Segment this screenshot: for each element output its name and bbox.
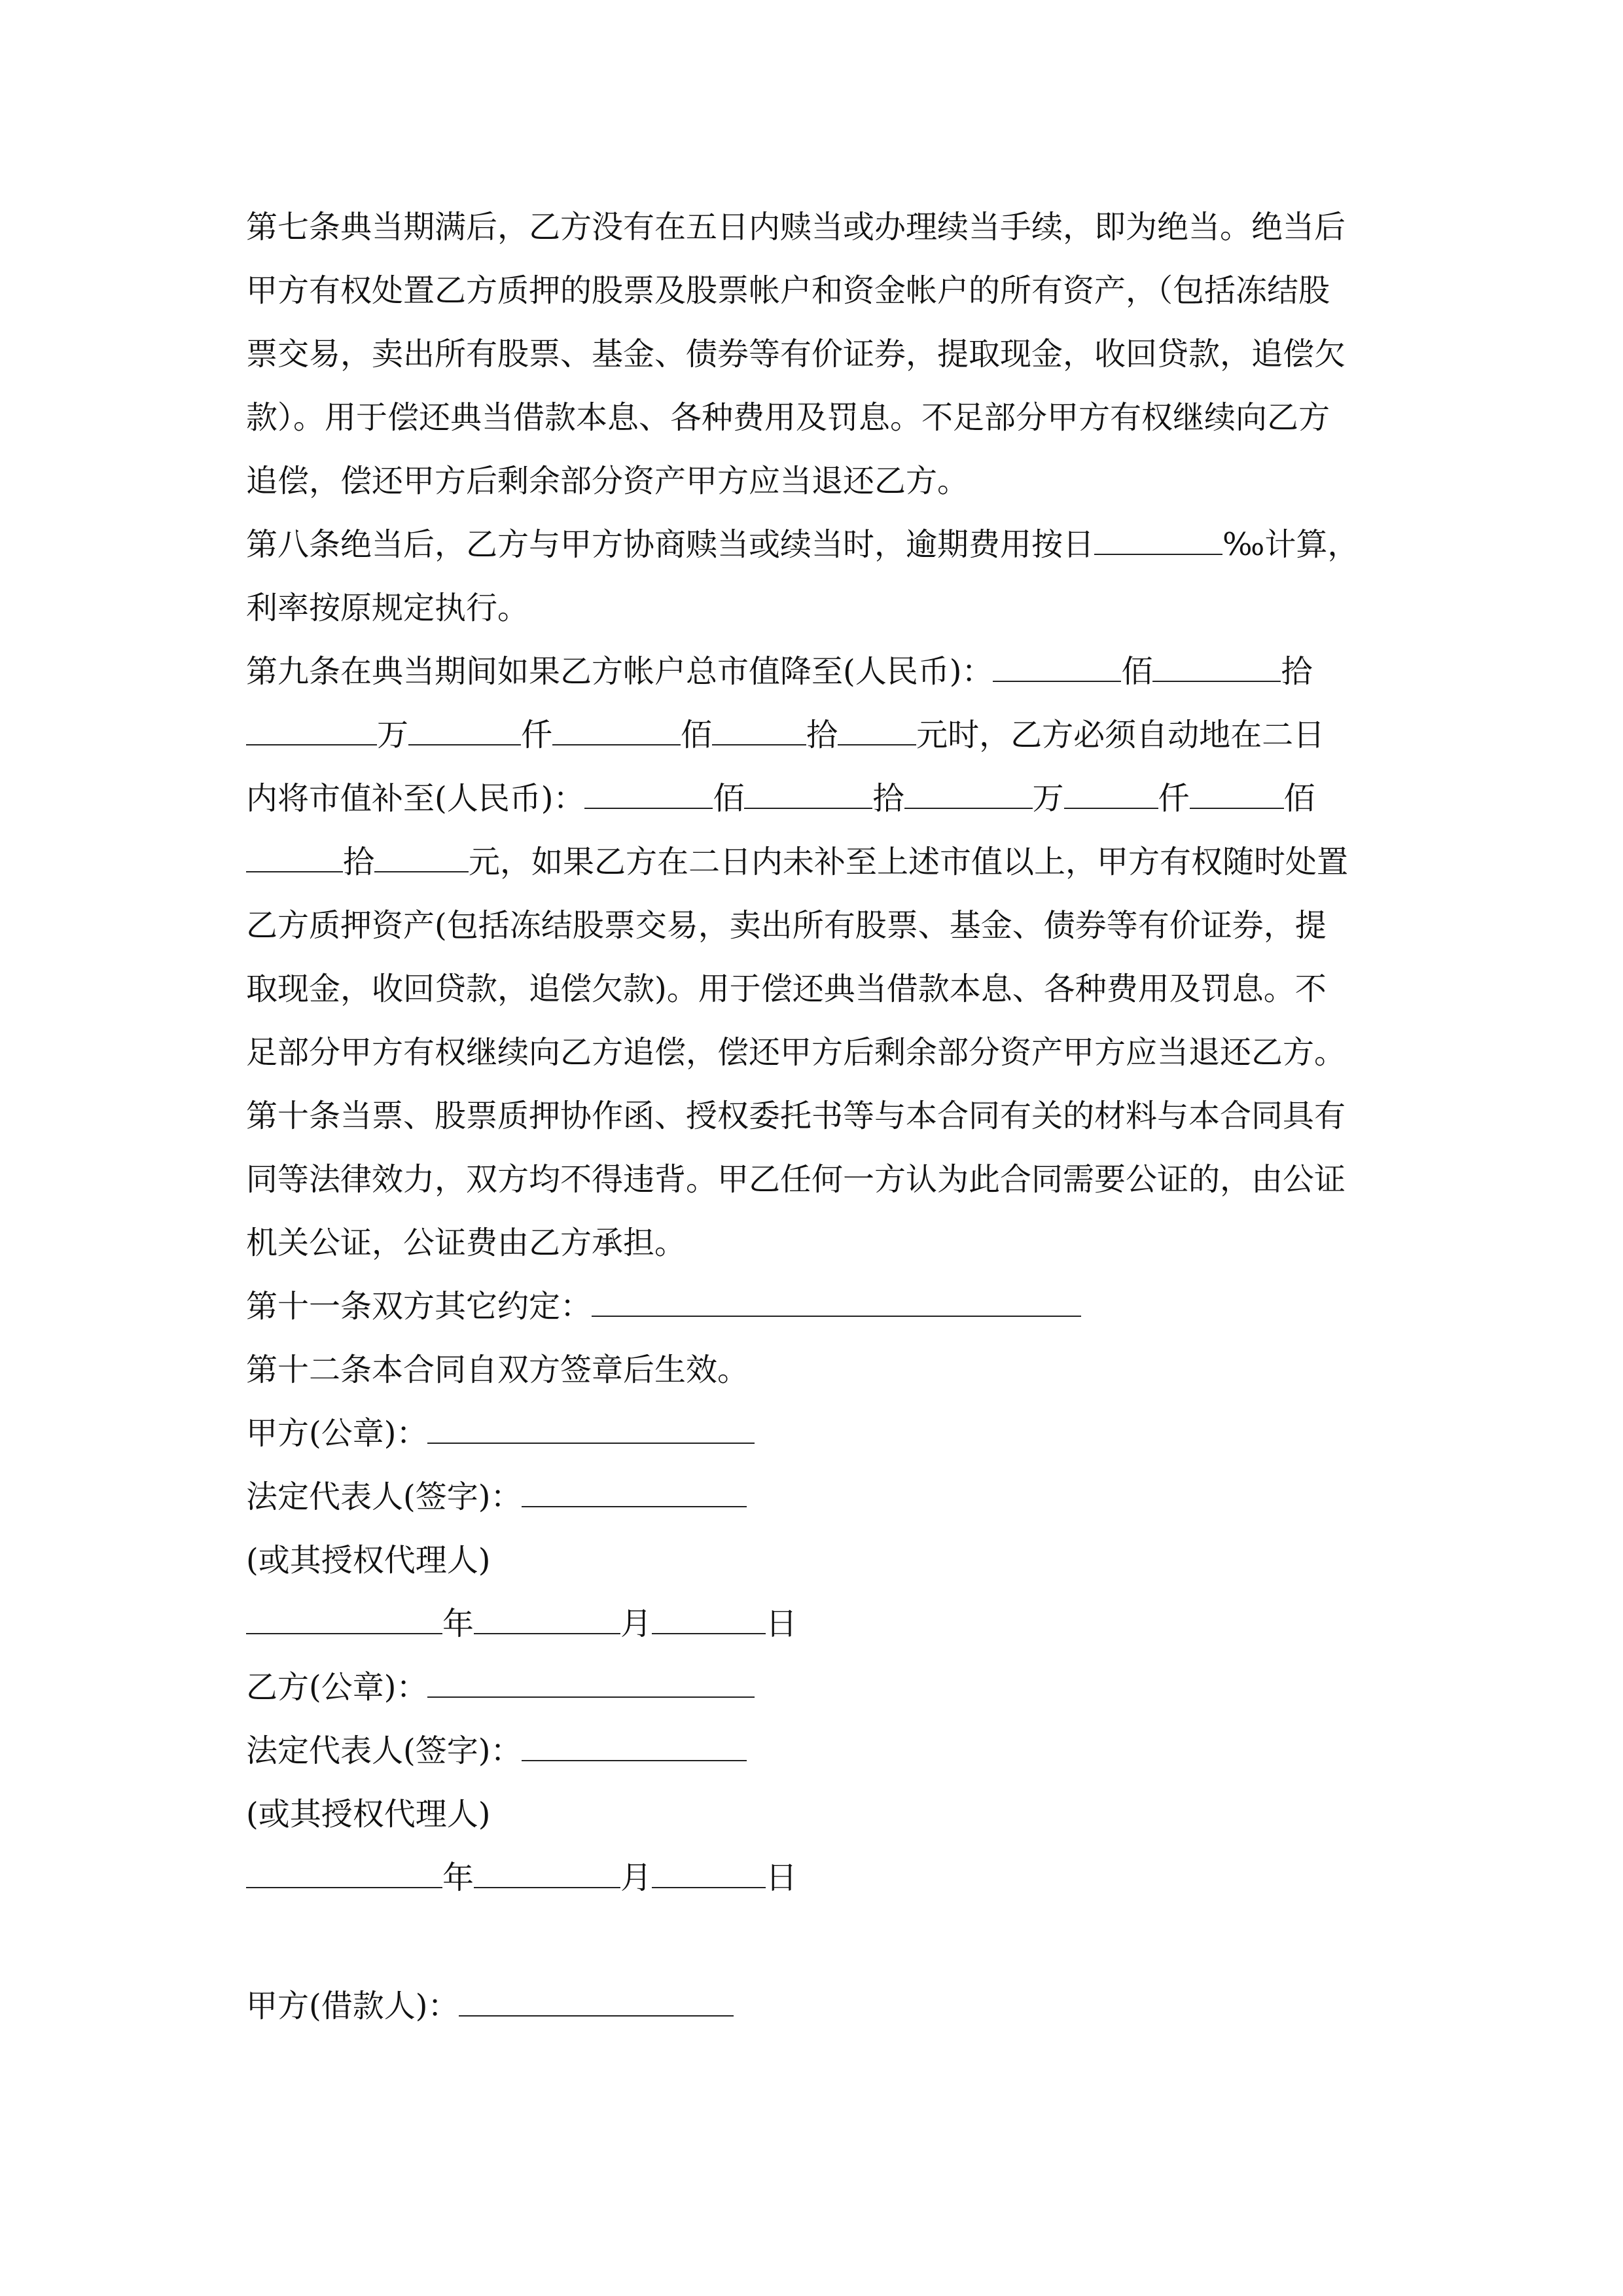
overdue-rate-blank[interactable] bbox=[1094, 528, 1222, 555]
borrower-line bbox=[246, 1986, 734, 2026]
amount-blank[interactable] bbox=[1064, 781, 1158, 809]
year-label: 年 bbox=[442, 1859, 474, 1896]
article10-line-2: 同等法律效力，双方均不得违背。甲乙任何一方认为此合同需要公证的，由公证 bbox=[246, 1161, 1346, 1198]
party-b-date-line bbox=[246, 1858, 797, 1897]
party-b-day-blank[interactable] bbox=[652, 1861, 766, 1888]
party-a-agent-line: (或其授权代理人) bbox=[246, 1542, 491, 1579]
party-b-agent-line: (或其授权代理人) bbox=[246, 1796, 491, 1833]
unit-qian: 仟 bbox=[1158, 780, 1190, 817]
article9-line-5: 乙方质押资产(包括冻结股票交易，卖出所有股票、基金、债券等有价证券，提 bbox=[246, 907, 1327, 944]
amount-blank[interactable] bbox=[408, 718, 521, 745]
article12-line: 第十二条本合同自双方签章后生效。 bbox=[246, 1352, 749, 1388]
party-a-rep-label: 法定代表人(签字)： bbox=[246, 1479, 522, 1515]
amount-blank[interactable] bbox=[904, 781, 1033, 809]
article7-line-1: 第七条典当期满后，乙方没有在五日内赎当或办理续当手续，即为绝当。绝当后 bbox=[246, 209, 1346, 245]
party-b-seal-label: 乙方(公章)： bbox=[246, 1669, 428, 1706]
article7-line-4: 款）。用于偿还典当借款本息、各种费用及罚息。不足部分甲方有权继续向乙方 bbox=[246, 399, 1330, 436]
party-a-rep-line bbox=[246, 1477, 747, 1516]
day-label: 日 bbox=[766, 1605, 798, 1642]
party-b-rep-label: 法定代表人(签字)： bbox=[246, 1732, 522, 1769]
unit-shi: 拾 bbox=[343, 844, 375, 880]
article8-line-1 bbox=[246, 525, 1359, 564]
party-a-year-blank[interactable] bbox=[246, 1607, 442, 1634]
unit-wan: 万 bbox=[377, 717, 409, 753]
article9-line4-suffix: 元，如果乙方在二日内未补至上述市值以上，甲方有权随时处置 bbox=[469, 844, 1349, 880]
month-label: 月 bbox=[620, 1859, 652, 1896]
unit-wan: 万 bbox=[1032, 780, 1064, 817]
article9-line-4 bbox=[246, 842, 1348, 882]
unit-qian: 仟 bbox=[521, 717, 553, 753]
party-a-date-line bbox=[246, 1604, 797, 1643]
amount-blank[interactable] bbox=[993, 655, 1121, 682]
month-label: 月 bbox=[620, 1605, 652, 1642]
amount-blank[interactable] bbox=[552, 718, 681, 745]
party-b-month-blank[interactable] bbox=[474, 1861, 620, 1888]
article9-prefix: 第九条在典当期间如果乙方帐户总市值降至(人民币)： bbox=[246, 653, 993, 690]
unit-bai: 佰 bbox=[1121, 653, 1153, 690]
amount-blank[interactable] bbox=[712, 718, 806, 745]
party-a-seal-line bbox=[246, 1414, 755, 1453]
article8-suffix: ‰计算， bbox=[1222, 526, 1359, 563]
amount-blank[interactable] bbox=[838, 718, 916, 745]
party-a-rep-blank[interactable] bbox=[522, 1480, 747, 1507]
amount-blank[interactable] bbox=[1190, 781, 1284, 809]
party-a-month-blank[interactable] bbox=[474, 1607, 620, 1634]
unit-shi: 拾 bbox=[872, 780, 904, 817]
article11-label: 第十一条双方其它约定： bbox=[246, 1288, 592, 1325]
party-a-seal-blank[interactable] bbox=[427, 1416, 755, 1444]
article7-line-5: 追偿，偿还甲方后剩余部分资产甲方应当退还乙方。 bbox=[246, 463, 969, 499]
article9-line-7: 足部分甲方有权继续向乙方追偿，偿还甲方后剩余部分资产甲方应当退还乙方。 bbox=[246, 1034, 1346, 1071]
article7-line-3: 票交易，卖出所有股票、基金、债券等有价证券，提取现金，收回贷款，追偿欠 bbox=[246, 336, 1346, 372]
year-label: 年 bbox=[442, 1605, 474, 1642]
unit-shi: 拾 bbox=[806, 717, 838, 753]
article9-line2-suffix: 元时，乙方必须自动地在二日 bbox=[916, 717, 1325, 753]
article11-line bbox=[246, 1287, 1081, 1326]
article8-line-2: 利率按原规定执行。 bbox=[246, 590, 529, 626]
party-b-seal-blank[interactable] bbox=[427, 1670, 755, 1698]
amount-blank[interactable] bbox=[744, 781, 872, 809]
party-a-day-blank[interactable] bbox=[652, 1607, 766, 1634]
party-b-rep-blank[interactable] bbox=[522, 1734, 747, 1761]
amount-blank[interactable] bbox=[374, 845, 469, 872]
other-agreement-blank[interactable] bbox=[592, 1289, 1081, 1317]
article9-line-2 bbox=[246, 715, 1325, 755]
article7-line-2: 甲方有权处置乙方质押的股票及股票帐户和资金帐户的所有资产，（包括冻结股 bbox=[246, 272, 1330, 309]
day-label: 日 bbox=[766, 1859, 798, 1896]
article9-line3-prefix: 内将市值补至(人民币)： bbox=[246, 780, 585, 817]
article10-line-3: 机关公证，公证费由乙方承担。 bbox=[246, 1225, 687, 1261]
article10-line-1: 第十条当票、股票质押协作函、授权委托书等与本合同有关的材料与本合同具有 bbox=[246, 1098, 1346, 1134]
borrower-blank[interactable] bbox=[459, 1989, 734, 2017]
unit-bai: 佰 bbox=[1283, 780, 1315, 817]
article9-line-1 bbox=[246, 652, 1313, 691]
article8-prefix: 第八条绝当后，乙方与甲方协商赎当或续当时，逾期费用按日 bbox=[246, 526, 1095, 563]
amount-blank[interactable] bbox=[584, 781, 713, 809]
unit-bai: 佰 bbox=[713, 780, 745, 817]
party-b-seal-line bbox=[246, 1668, 755, 1707]
party-b-year-blank[interactable] bbox=[246, 1861, 442, 1888]
party-a-seal-label: 甲方(公章)： bbox=[246, 1415, 428, 1452]
unit-shi: 拾 bbox=[1281, 653, 1313, 690]
unit-bai: 佰 bbox=[681, 717, 713, 753]
article9-line-6: 取现金，收回贷款，追偿欠款)。用于偿还典当借款本息、各种费用及罚息。不 bbox=[246, 971, 1327, 1007]
article9-line-3 bbox=[246, 779, 1315, 818]
amount-blank[interactable] bbox=[246, 845, 343, 872]
amount-blank[interactable] bbox=[246, 718, 377, 745]
party-b-rep-line bbox=[246, 1731, 747, 1770]
amount-blank[interactable] bbox=[1152, 655, 1281, 682]
borrower-label: 甲方(借款人)： bbox=[246, 1988, 459, 2024]
